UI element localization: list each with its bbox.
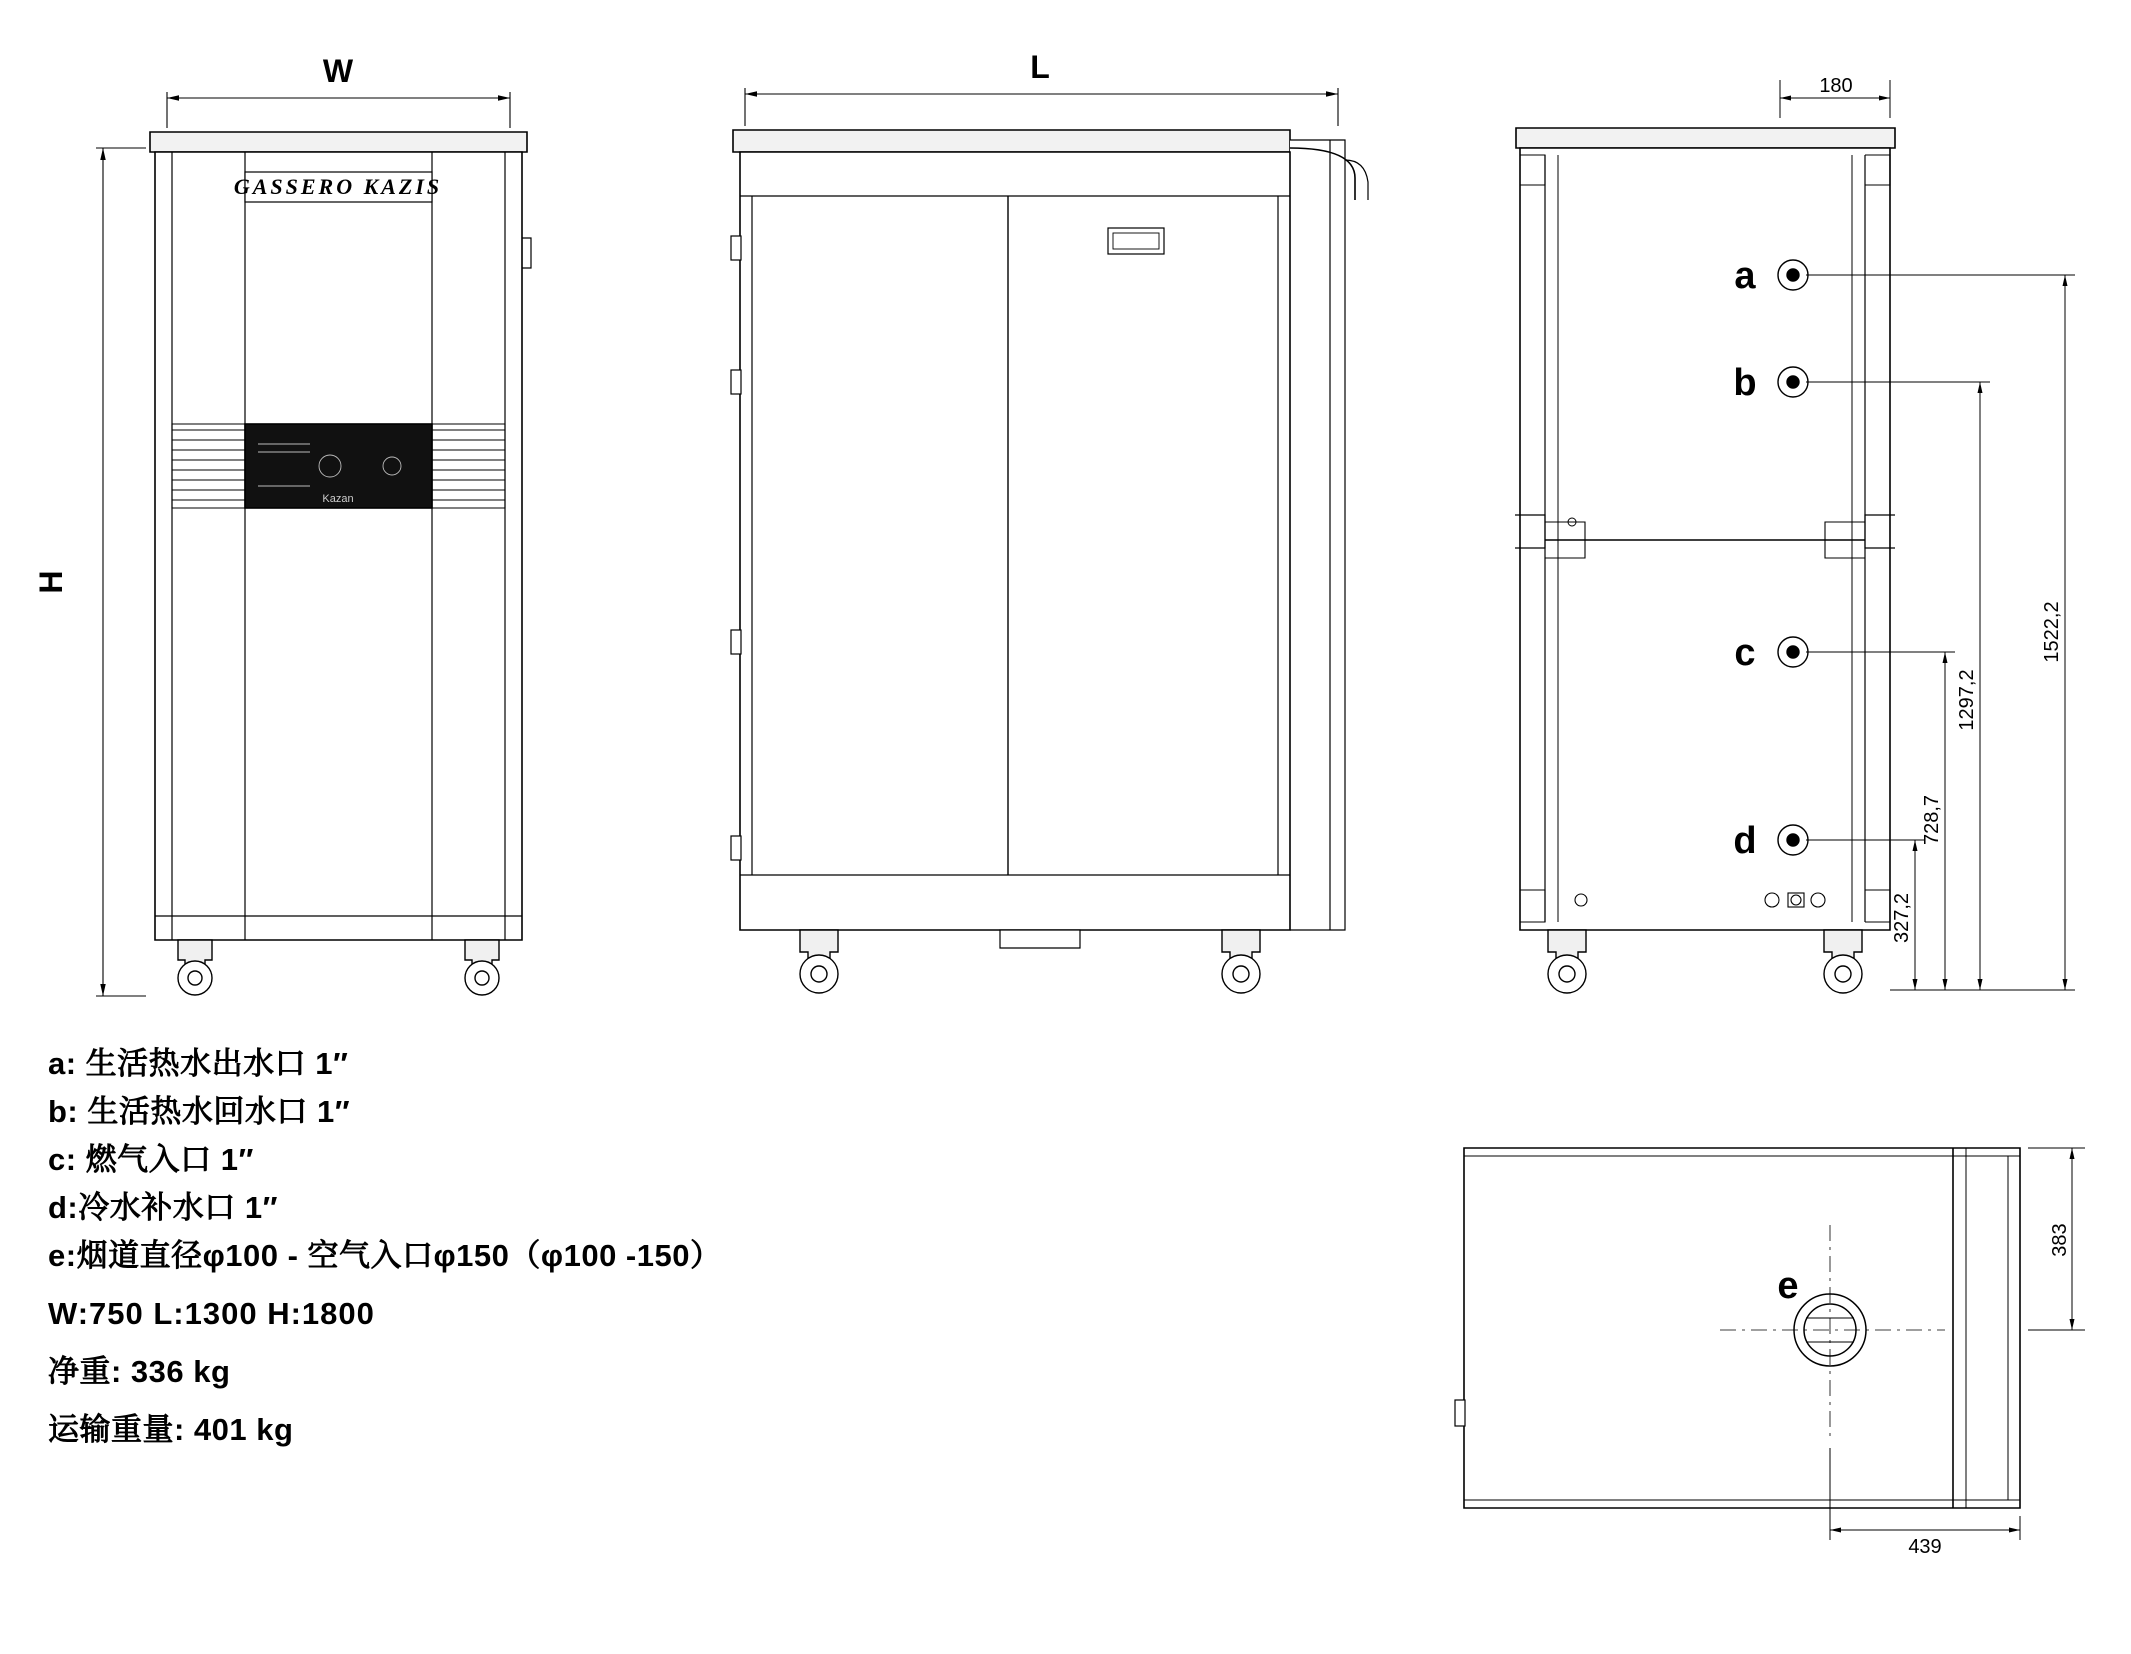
legend-item-c: c: 燃气入口 1″ — [48, 1142, 254, 1177]
top-view-width-dimension: 439 — [1908, 1536, 1942, 1558]
rear-dimension-327: 327,2 — [1891, 892, 1913, 944]
port-label-b: b — [1733, 362, 1757, 404]
side-view — [731, 88, 1368, 993]
front-view-width-label: W — [322, 53, 354, 89]
rear-top-dimension: 180 — [1819, 75, 1853, 97]
legend-item-a: a: 生活热水出水口 1″ — [48, 1046, 349, 1081]
rear-dimension-1522: 1522,2 — [2041, 601, 2063, 663]
rear-dimension-728: 728,7 — [1921, 794, 1943, 846]
legend-overall-dimensions: W:750 L:1300 H:1800 — [48, 1296, 375, 1331]
front-view — [96, 92, 531, 996]
legend-item-d: d:冷水补水口 1″ — [48, 1190, 278, 1225]
port-label-e: e — [1777, 1265, 1799, 1307]
brand-nameplate: GASSERO KAZIS — [233, 174, 443, 199]
legend-block — [48, 1048, 1298, 1462]
rear-dimension-1297: 1297,2 — [1956, 669, 1978, 731]
legend-net-weight: 净重: 336 kg — [48, 1354, 231, 1389]
rear-view — [1515, 80, 2075, 993]
side-view-length-label: L — [1030, 49, 1050, 85]
top-view-height-dimension: 383 — [2049, 1223, 2071, 1257]
panel-brand-label: Kazan — [322, 493, 354, 505]
legend-item-e: e:烟道直径φ100 - 空气入口φ150（φ100 -150） — [48, 1238, 722, 1273]
front-view-height-label: H — [33, 570, 69, 594]
port-label-d: d — [1733, 820, 1757, 862]
top-view — [1455, 1148, 2085, 1540]
legend-shipping-weight: 运输重量: 401 kg — [48, 1412, 294, 1447]
port-label-a: a — [1734, 255, 1756, 297]
port-label-c: c — [1734, 632, 1756, 674]
legend-item-b: b: 生活热水回水口 1″ — [48, 1094, 351, 1129]
